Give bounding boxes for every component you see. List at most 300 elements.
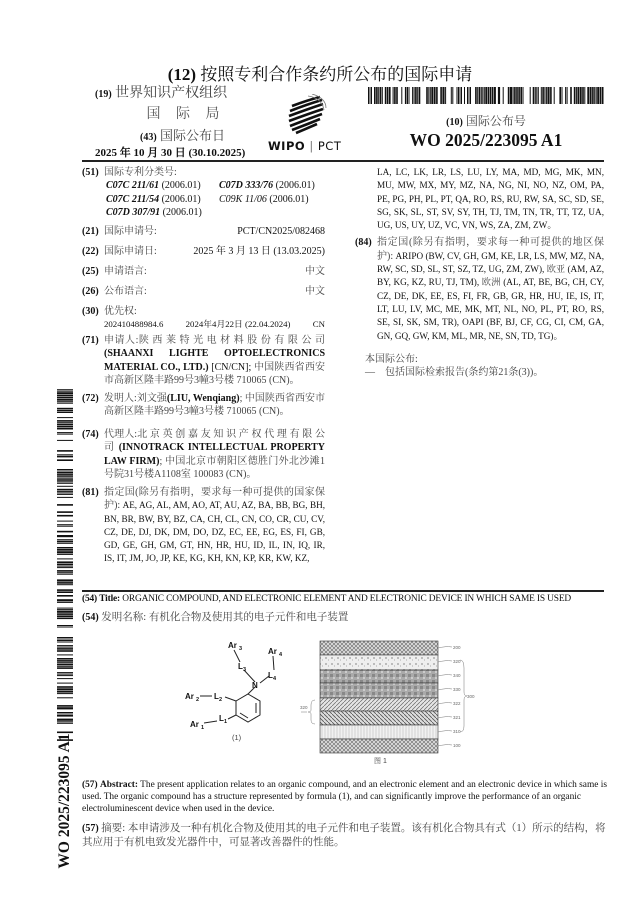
organization-bureau: 国 际 局 [146,107,226,122]
barcode-bar [57,478,73,479]
europe-oapi-states: (AL, AT, BE, BG, CH, CY, CZ, DE, DK, EE, ES, FI, FR, GB, GR, HR, HU, IE, IS, IT, LT, LU, LV, MC, ME, MK, MT, NL, NO, PL, PT, RO, RS, SE, SI, SK, SM, TR), OAPI (BF, BJ, CF, CG, CI, CM, GA, GN, GQ, GW, KM, ML, MR, NE, SN, TD, TG)。 [377,277,605,341]
field-22-filing-date [82,245,325,258]
barcode-bar [57,567,73,568]
barcode-bar [57,412,73,413]
field-label: 指定国(除另有指明，要求每一种可提供的地区保护): [377,237,604,262]
barcode-bar [57,472,73,474]
barcode-bar [401,87,402,104]
barcode-bar [57,541,73,543]
atom-l4-sub: 4 [273,676,277,682]
barcode-bar [57,564,73,566]
barcode-bar [57,422,73,423]
atom-l2: L [214,692,219,701]
barcode-bar [57,721,73,722]
barcode-bar [57,714,73,715]
layer-340 [320,670,438,683]
barcode-bar [57,672,73,673]
barcode-bar [600,87,602,104]
document-type-text: 按照专利合作条约所公布的国际申请 [200,65,473,84]
barcode-bar [514,87,516,104]
barcode-bar [57,691,73,693]
barcode-bar [378,87,379,104]
barcode-bar [508,87,510,104]
barcode-bar [57,399,73,401]
barcode-bar [374,87,376,104]
atom-l2-sub: 2 [219,697,223,703]
barcode-bar [57,674,73,675]
barcode-bar [464,87,465,104]
barcode-bar [576,87,577,104]
barcode-bar [57,697,73,698]
barcode-bar [442,87,444,104]
barcode-bar [518,87,520,104]
ipc-date: (2006.01) [275,180,315,192]
barcode-bar [57,476,73,477]
barcode-bar [57,574,73,575]
barcode-bar [451,87,452,104]
barcode-bar [57,589,73,591]
barcode-bar [533,87,535,104]
barcode-bar [577,87,579,104]
barcode-bar [57,625,73,626]
barcode-bar [57,667,73,669]
europe-label: 欧洲 [481,277,501,288]
header-divider [82,160,604,162]
barcode-bar [57,397,73,398]
designated-states-continued: LA, LC, LK, LR, LS, LU, LY, MA, MD, MG, MK, MN, MU, MW, MX, MY, MZ, NA, NG, NI, NO, NZ, OM, PA, PE, PG, PH, PL, PT, QA, RO, RS, RU, RW, SA, SC, SD, SE, SG, SK, SL, ST, SV, SY, TH, TJ, TM, TN, TR, TT, TZ, UA, UG, US, UY, UZ, VC, VN, WS, ZA, ZM, ZW。 [377,167,604,231]
barcode-bar [57,613,73,615]
barcode-bar [434,87,436,104]
barcode-bar [57,662,73,663]
layer-label: 320 [453,659,461,664]
barcode-bar [368,87,369,104]
barcode-bar [57,420,73,422]
barcode-bar [469,87,470,104]
title-cn-value: 有机化合物及使用其的电子元件和电子装置 [148,612,349,623]
barcode-bar [57,494,73,495]
barcode-bar [57,572,73,573]
barcode-bar [57,660,73,662]
barcode-bar [57,535,73,537]
barcode-bar [57,639,73,640]
barcode-bar [592,87,594,104]
ipc-code: C07C 211/54 [106,193,160,205]
barcode-bar [604,87,605,104]
barcode-bar [57,551,73,553]
barcode-bar [482,87,483,104]
atom-l3: L [238,662,243,671]
barcode-bar [523,87,524,104]
applicant-name-en: (SHAANXI LIGHTE OPTOELECTRONICS MATERIAL CO., LTD.) [104,348,325,373]
atom-ar1-sub: 1 [201,725,205,731]
barcode-bar [419,87,421,104]
title-en-value: ORGANIC COMPOUND, AND ELECTRONIC ELEMENT AND ELECTRONIC DEVICE IN WHICH SAME IS USED [122,594,572,604]
eurasia-states: (AM, AZ, BY, KG, KZ, RU, TJ, TM), [377,264,605,288]
barcode-bar [490,87,492,104]
barcode-bar [57,678,73,679]
barcode-bar [584,87,585,104]
barcode-bar [57,602,73,603]
field-label: 申请语言: [104,266,147,277]
barcode-bar [414,87,415,104]
field-label: 优先权: [104,306,137,317]
field-81-designated-states [82,486,325,566]
wipo-text: WIPO [268,139,306,153]
atom-l3-sub: 3 [243,667,247,673]
published-section [365,353,604,380]
barcode-bar [387,87,389,104]
filing-date: 2025 年 3 月 13 日 (13.03.2025) [193,246,325,257]
barcode-bar [393,87,394,104]
layer-label: 100 [453,743,461,748]
title-label: Title: [99,594,121,604]
barcode-bar [57,459,73,461]
barcode-bar [479,87,481,104]
barcode-bar [57,719,73,721]
barcode-bar [57,549,73,551]
inventor-address: ; 中国陕西省西安市高新区隆丰路99号3幢3号楼 710065 (CN)。 [104,393,325,418]
barcode-bar [57,511,73,513]
barcode-bar [516,87,518,104]
barcode-bar [57,637,73,638]
atom-l1-sub: 1 [224,719,228,725]
ipc-code: C09K 11/06 [219,193,267,205]
layer-320 [320,655,438,670]
title-en [82,594,604,604]
barcode-bar [565,87,566,104]
ipc-code: C07D 333/76 [219,180,274,192]
barcode-bar [57,515,73,517]
barcode-bar [536,87,537,104]
barcode-bar [547,87,549,104]
barcode-bar [520,87,522,104]
barcode-bar [550,87,552,104]
barcode-bar [57,599,73,601]
barcode-bar [461,87,462,104]
barcode-bar [380,87,382,104]
abstract-cn-label: 摘要: [101,823,126,834]
inid-code: (22) [82,246,99,257]
barcode-bar [370,87,371,104]
ipc-date: (2006.01) [161,180,201,192]
barcode-bar [57,591,73,593]
barcode-bar [407,87,408,104]
published-label: 本国际公布: [365,353,418,365]
priority-date: 2024年4月22日 (22.04.2024) [185,319,291,330]
publication-number-label: 国际公布号 [465,114,526,128]
field-label: 指定国(除另有指明，要求每一种可提供的国家保护): [104,487,325,512]
field-label: 申请人: [104,335,139,346]
inid-code: (81) [82,487,99,498]
barcode-bar [426,87,428,104]
barcode-bar [57,392,73,394]
atom-ar3: Ar [228,641,237,650]
barcode-bar [389,87,391,104]
barcode-bar [436,87,438,104]
field-21-application-number [82,225,325,238]
inid-code: (57) [82,823,99,834]
barcode-bar [544,87,545,104]
barcode-bar [484,87,485,104]
barcode-bar [57,554,73,555]
barcode-bar [597,87,599,104]
publication-date-value: 2025 年 10 月 30 日 (30.10.2025) [95,147,246,159]
barcode-bar [530,87,531,104]
layer-330 [320,683,438,698]
pct-text: PCT [317,139,342,153]
layer-321 [320,711,438,725]
barcode-bar [580,87,582,104]
barcode-bar [57,521,73,522]
organization-block [95,82,255,123]
barcode-bar [510,87,512,104]
barcode-bar [477,87,478,104]
barcode-bar [57,640,73,641]
inid-code: (84) [355,237,372,249]
field-74-agent [82,428,325,481]
barcode-bar [394,87,396,104]
publication-date-label: 国际公布日 [159,128,225,143]
field-label: 国际申请日: [104,246,157,257]
ipc-date: (2006.01) [162,206,202,218]
wipo-globe-icon [268,94,372,136]
barcode-bar [396,87,398,104]
title-label: 发明名称: [101,612,147,623]
field-label: 发明人: [104,393,137,404]
atom-ar4: Ar [268,647,277,656]
applicant-name-cn: 陕 西 莱 特 光 电 材 料 股 份 有 限 公 司 [138,335,326,346]
barcode-bar [57,579,73,581]
barcode-bar [440,87,442,104]
chemical-formula-figure [170,640,305,745]
barcode-bar [57,666,73,667]
field-72-inventor [82,392,325,419]
abstract-text: The present application relates to an organic compound, and an electronic element and an electronic device in which same is used. The organic compound has a structure represented by formula (1), and can significantly improve the performance of an organic electroluminescent device when used in the device. [82,780,608,814]
barcode-bar [57,410,73,412]
barcode-bar [431,87,433,104]
barcode-bar [554,87,555,104]
barcode-bar [567,87,568,104]
layer-100 [320,739,438,753]
barcode-icon [368,87,604,104]
barcode-bar [57,389,73,390]
barcode-bar [57,401,73,402]
barcode-bar [405,87,407,104]
barcode-bar [57,686,73,688]
barcode-bar [57,650,73,652]
bracket-left-label: 320 [300,705,308,710]
layer-label: 340 [453,673,461,678]
right-column [355,166,605,379]
barcode-bar [57,426,73,428]
barcode-bar [57,609,73,610]
barcode-bar [57,408,73,410]
barcode-bar [57,547,73,548]
inid-code: (30) [82,306,99,317]
barcode-bar [57,608,73,609]
barcode-bar [57,683,73,684]
field-label: 代理人: [104,429,138,440]
barcode-bar [494,87,496,104]
ipc-date: (2006.01) [161,193,201,205]
ipc-date: (2006.01) [269,193,309,205]
bracket-right-label: 300 [467,694,475,699]
barcode-bar [481,87,482,104]
wipo-pct-logo [268,98,372,152]
formula-label: (1) [232,733,242,742]
agent-address: ; 中国北京市朝阳区德胜门外北沙滩1号院31号楼A1108室 100083 (CN)。 [104,455,326,480]
barcode-bar [57,504,73,506]
atom-ar1: Ar [190,720,199,729]
barcode-bar [430,87,431,104]
barcode-bar [57,471,73,472]
field-label: 国际申请号: [104,226,157,237]
barcode-bar [457,87,458,104]
applicant-country: [CN/CN]; [211,361,252,373]
inid-code: (10) [446,117,463,128]
priority-application-number: 202410488984.6 [104,319,164,330]
applicant-address: 中国陕西省西安市高新区隆丰路99号3幢3号楼 710065 (CN)。 [104,361,326,386]
barcode-bar [590,87,592,104]
barcode-bar [458,87,459,104]
field-25-filing-language [82,265,325,278]
eurasia-label: 欧亚 [546,264,566,275]
vertical-publication-number-text: WO 2025/223095 A1 [56,733,73,869]
atom-ar4-sub: 4 [279,652,283,658]
barcode-bar [57,688,73,690]
barcode-bar [535,87,536,104]
atom-n: N [252,681,258,690]
barcode-bar [57,526,73,527]
layer-label: 322 [453,701,461,706]
barcode-bar [467,87,468,104]
field-26-publication-language [82,285,325,298]
barcode-bar [57,648,73,650]
barcode-bar [57,454,73,455]
barcode-bar [57,595,73,597]
publication-number-block [368,112,604,151]
inid-code: (54) [82,612,99,623]
field-label: 公布语言: [104,286,147,297]
ipc-code: C07C 211/61 [106,180,160,192]
barcode-bar [541,87,542,104]
barcode-bar [371,87,372,104]
agent-name-cn: 北 京 英 创 嘉 友 知 识 产 权 代 理 有 限 公 司 [104,429,326,454]
atom-ar2: Ar [185,692,194,701]
barcode-bar [57,469,73,470]
aripo-states: ARIPO (BW, CV, GH, GM, KE, LR, LS, MW, MZ, NA, RW, SC, SD, SL, ST, SZ, TZ, UG, ZM, ZW), [377,250,605,275]
publication-number: WO 2025/223095 A1 [409,130,563,150]
barcode-bar [445,87,446,104]
inid-code: (71) [82,335,99,346]
barcode-bar [582,87,584,104]
barcode-bar [57,566,73,567]
barcode-bar [415,87,417,104]
barcode-bar [57,654,73,655]
inid-code: (57) [82,780,98,790]
barcode-bar [574,87,576,104]
inventor-name-en: (LIU, Wenqiang) [166,393,240,404]
barcode-bar [492,87,494,104]
barcode-bar [57,483,73,484]
agent-name-en: (INNOTRACK INTELLECTUAL PROPERTY LAW FIRM) [104,442,325,467]
barcode-bar [57,705,73,707]
field-label: 国际专利分类号: [104,167,177,178]
inid-code: (19) [95,89,112,100]
barcode-bar [498,87,500,104]
layer-label: 310 [453,729,461,734]
barcode-bar [412,87,413,104]
barcode-bar [57,611,73,613]
vertical-barcode-icon [57,385,73,741]
barcode-bar [587,87,589,104]
barcode-bar [57,570,73,572]
barcode-bar [57,481,73,482]
barcode-bar [57,450,73,452]
barcode-bar [57,432,73,433]
layer-310 [320,725,438,739]
barcode-bar [57,424,73,426]
priority-country: CN [312,319,325,330]
title-section [82,591,604,624]
inid-code: (74) [82,429,99,440]
barcode-bar [57,531,73,533]
barcode-bar [57,584,73,585]
inid-code: (51) [82,167,99,178]
barcode-bar [562,87,563,104]
barcode-bar [409,87,410,104]
designated-states-list: AE, AG, AL, AM, AO, AT, AU, AZ, BA, BB, BG, BH, BN, BR, BW, BY, BZ, CA, CH, CL, CN, CO, CR, CU, CV, CZ, DE, DJ, DK, DM, DO, DZ, EC, EE, EG, ES, FI, GB, GD, GE, GH, GM, GT, HN, HR, HU, ID, IL, IN, IQ, IR, IS, IT, JM, JO, JP, KE, KG, KH, KN, KP, KR, KW, KZ, [104,500,326,564]
barcode-bar [57,543,73,544]
barcode-bar [57,403,73,404]
barcode-bar [57,440,73,441]
layer-322 [320,698,438,711]
barcode-bar [57,456,73,458]
wipo-pct-wordmark: WIPO | PCT [268,139,342,153]
barcode-bar [57,558,73,559]
barcode-bar [475,87,477,104]
barcode-bar [57,474,73,476]
barcode-bar [57,715,73,717]
barcode-bar [570,87,572,104]
vertical-publication-number [50,733,80,869]
barcode-bar [57,723,73,724]
abstract-cn [82,822,607,850]
field-71-applicant [82,334,325,387]
inid-code: (12) [167,65,197,84]
barcode-bar [428,87,429,104]
barcode-bar [57,627,73,628]
barcode-bar [57,642,73,643]
publication-date-block [95,125,270,160]
barcode-bar [596,87,597,104]
bracket-left [308,700,315,724]
title-cn [82,609,604,624]
barcode-bar [538,87,539,104]
barcode-bar [57,497,73,498]
barcode-bar [385,87,387,104]
barcode-bar [470,87,471,104]
layer-label: 330 [453,687,461,692]
layer-200 [320,641,438,655]
organization-name: 世界知识产权组织 [115,86,228,101]
barcode-bar [382,87,383,104]
barcode-bar [57,417,73,418]
barcode-bar [57,615,73,617]
barcode-bar [57,561,73,563]
list-dash: — [365,367,375,379]
atom-ar3-sub: 3 [239,646,243,652]
